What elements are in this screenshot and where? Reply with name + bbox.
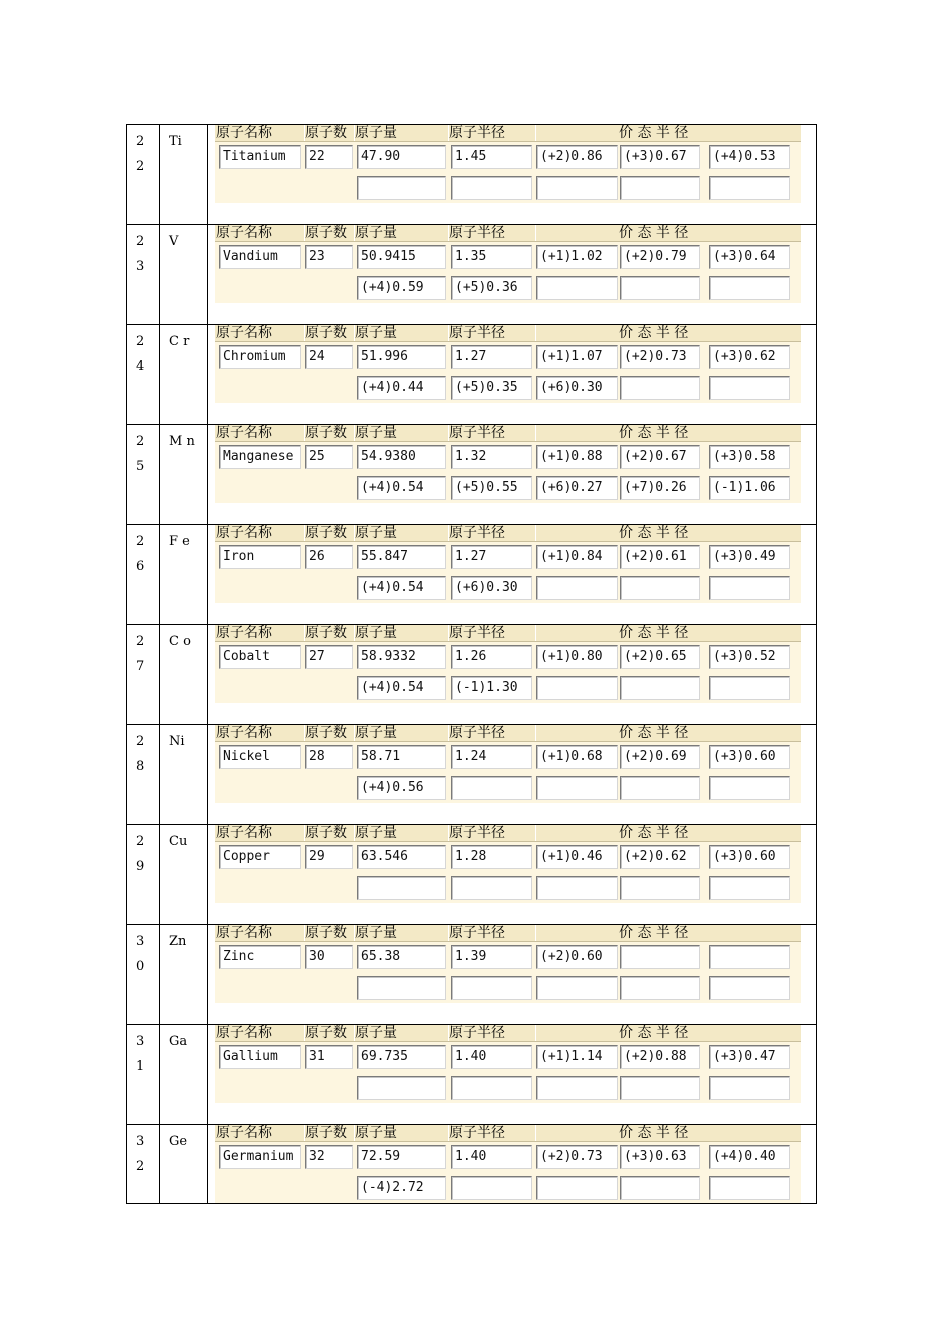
extra-valence-field[interactable] [709, 876, 790, 900]
extra-valence-field[interactable] [536, 176, 618, 200]
valence-field[interactable]: (+1)0.68 [536, 745, 618, 769]
element-info-panel [215, 125, 801, 203]
element-row-26 [127, 525, 816, 625]
extra-valence-field[interactable] [536, 576, 618, 600]
header-mass: 原子量 [355, 825, 397, 841]
radius-field[interactable]: 1.40 [451, 1045, 532, 1069]
extra-valence-field[interactable]: (-1)1.06 [709, 476, 790, 500]
element-info-panel [215, 1025, 801, 1103]
header-divider [535, 825, 536, 841]
header-divider [535, 525, 536, 541]
header-valence: 价 态 半 径 [619, 925, 689, 941]
extra-valence-field[interactable]: (-4)2.72 [357, 1176, 446, 1200]
valence-field[interactable]: (+1)0.80 [536, 645, 618, 669]
number-field[interactable]: 24 [305, 345, 353, 369]
header-band [215, 125, 801, 142]
header-valence: 价 态 半 径 [619, 1125, 689, 1141]
atomic-number-cell: 22 [127, 125, 160, 224]
extra-valence-field[interactable] [620, 576, 700, 600]
radius-field[interactable]: 1.27 [451, 345, 532, 369]
header-number: 原子数 [305, 425, 347, 441]
number-field[interactable]: 29 [305, 845, 353, 869]
extra-valence-field[interactable] [357, 976, 446, 1000]
extra-valence-field[interactable]: (+4)0.54 [357, 576, 446, 600]
header-valence: 价 态 半 径 [619, 825, 689, 841]
element-info-panel [215, 325, 801, 403]
header-number: 原子数 [305, 325, 347, 341]
mass-field[interactable]: 54.9380 [357, 445, 446, 469]
mass-field[interactable]: 69.735 [357, 1045, 446, 1069]
atomic-number-cell: 29 [127, 825, 160, 924]
extra-valence-field[interactable] [536, 676, 618, 700]
extra-valence-field[interactable] [451, 976, 532, 1000]
number-field[interactable]: 26 [305, 545, 353, 569]
name-field[interactable]: Nickel [219, 745, 301, 769]
valence-field[interactable] [620, 945, 700, 969]
extra-valence-field[interactable] [357, 1076, 446, 1100]
header-name: 原子名称 [216, 125, 272, 141]
valence-field[interactable]: (+2)0.79 [620, 245, 700, 269]
extra-valence-field[interactable] [709, 376, 790, 400]
valence-field[interactable]: (+1)0.84 [536, 545, 618, 569]
header-valence: 价 态 半 径 [619, 625, 689, 641]
header-band [215, 1125, 801, 1142]
name-field[interactable]: Copper [219, 845, 301, 869]
element-row-22 [127, 125, 816, 225]
element-row-25 [127, 425, 816, 525]
valence-field[interactable]: (+2)0.73 [536, 1145, 618, 1169]
element-symbol-cell: Ge [160, 1125, 208, 1203]
header-radius: 原子半径 [449, 1025, 505, 1041]
element-row-29 [127, 825, 816, 925]
extra-valence-field[interactable] [357, 876, 446, 900]
element-info-panel [215, 825, 801, 903]
header-divider [535, 925, 536, 941]
extra-valence-field[interactable]: (+5)0.35 [451, 376, 532, 400]
header-mass: 原子量 [355, 425, 397, 441]
valence-field[interactable]: (+3)0.64 [709, 245, 790, 269]
header-radius: 原子半径 [449, 525, 505, 541]
element-row-28 [127, 725, 816, 825]
valence-field[interactable]: (+2)0.67 [620, 445, 700, 469]
radius-field[interactable]: 1.28 [451, 845, 532, 869]
extra-valence-field[interactable]: (+4)0.59 [357, 276, 446, 300]
extra-valence-field[interactable] [620, 776, 700, 800]
header-number: 原子数 [305, 1025, 347, 1041]
valence-field[interactable] [709, 945, 790, 969]
valence-field[interactable]: (+3)0.60 [709, 745, 790, 769]
atomic-number-cell: 25 [127, 425, 160, 524]
extra-valence-field[interactable] [620, 976, 700, 1000]
atomic-number-cell: 23 [127, 225, 160, 324]
header-mass: 原子量 [355, 525, 397, 541]
header-name: 原子名称 [216, 625, 272, 641]
number-field[interactable]: 31 [305, 1045, 353, 1069]
valence-field[interactable]: (+3)0.63 [620, 1145, 700, 1169]
extra-valence-field[interactable] [357, 176, 446, 200]
valence-field[interactable]: (+2)0.69 [620, 745, 700, 769]
extra-valence-field[interactable] [620, 876, 700, 900]
radius-field[interactable]: 1.35 [451, 245, 532, 269]
valence-field[interactable]: (+1)1.02 [536, 245, 618, 269]
header-band [215, 425, 801, 442]
header-number: 原子数 [305, 725, 347, 741]
extra-valence-field[interactable] [451, 876, 532, 900]
extra-valence-field[interactable] [536, 876, 618, 900]
name-field[interactable]: Chromium [219, 345, 301, 369]
element-symbol-cell: V [160, 225, 208, 324]
header-band [215, 325, 801, 342]
valence-field[interactable]: (+2)0.86 [536, 145, 618, 169]
atomic-number-cell: 32 [127, 1125, 160, 1203]
element-row-31 [127, 1025, 816, 1125]
valence-field[interactable]: (+2)0.65 [620, 645, 700, 669]
element-symbol-cell: Zn [160, 925, 208, 1024]
extra-valence-field[interactable] [536, 776, 618, 800]
extra-valence-field[interactable] [620, 276, 700, 300]
header-mass: 原子量 [355, 325, 397, 341]
header-mass: 原子量 [355, 725, 397, 741]
element-symbol-cell: Ni [160, 725, 208, 824]
mass-field[interactable]: 55.847 [357, 545, 446, 569]
atomic-number-cell: 26 [127, 525, 160, 624]
element-symbol-cell: F e [160, 525, 208, 624]
element-symbol-cell: M n [160, 425, 208, 524]
valence-field[interactable]: (+3)0.58 [709, 445, 790, 469]
valence-field[interactable]: (+2)0.88 [620, 1045, 700, 1069]
extra-valence-field[interactable] [451, 776, 532, 800]
extra-valence-field[interactable] [709, 576, 790, 600]
extra-valence-field[interactable] [709, 1176, 790, 1200]
name-field[interactable]: Cobalt [219, 645, 301, 669]
header-name: 原子名称 [216, 425, 272, 441]
extra-valence-field[interactable]: (+4)0.54 [357, 676, 446, 700]
name-field[interactable]: Germanium [219, 1145, 301, 1169]
element-info-panel [215, 625, 801, 703]
radius-field[interactable]: 1.45 [451, 145, 532, 169]
extra-valence-field[interactable] [536, 976, 618, 1000]
element-row-32 [127, 1125, 816, 1204]
extra-valence-field[interactable]: (+7)0.26 [620, 476, 700, 500]
extra-valence-field[interactable] [451, 1176, 532, 1200]
header-divider [535, 1025, 536, 1041]
header-mass: 原子量 [355, 1025, 397, 1041]
header-divider [535, 625, 536, 641]
extra-valence-field[interactable] [536, 1076, 618, 1100]
header-valence: 价 态 半 径 [619, 725, 689, 741]
extra-valence-field[interactable] [620, 176, 700, 200]
extra-valence-field[interactable] [536, 276, 618, 300]
header-valence: 价 态 半 径 [619, 525, 689, 541]
name-field[interactable]: Zinc [219, 945, 301, 969]
header-valence: 价 态 半 径 [619, 1025, 689, 1041]
number-field[interactable]: 27 [305, 645, 353, 669]
header-number: 原子数 [305, 625, 347, 641]
name-field[interactable]: Vandium [219, 245, 301, 269]
element-symbol-cell: C o [160, 625, 208, 724]
number-field[interactable]: 25 [305, 445, 353, 469]
number-field[interactable]: 32 [305, 1145, 353, 1169]
extra-valence-field[interactable]: (+6)0.30 [451, 576, 532, 600]
atomic-number-cell: 24 [127, 325, 160, 424]
header-mass: 原子量 [355, 625, 397, 641]
extra-valence-field[interactable] [709, 776, 790, 800]
header-divider [535, 725, 536, 741]
extra-valence-field[interactable] [451, 176, 532, 200]
header-band [215, 725, 801, 742]
header-name: 原子名称 [216, 525, 272, 541]
radius-field[interactable]: 1.39 [451, 945, 532, 969]
header-name: 原子名称 [216, 1125, 272, 1141]
header-number: 原子数 [305, 125, 347, 141]
valence-field[interactable]: (+1)0.46 [536, 845, 618, 869]
mass-field[interactable]: 72.59 [357, 1145, 446, 1169]
header-number: 原子数 [305, 525, 347, 541]
header-name: 原子名称 [216, 225, 272, 241]
mass-field[interactable]: 58.9332 [357, 645, 446, 669]
name-field[interactable]: Titanium [219, 145, 301, 169]
radius-field[interactable]: 1.24 [451, 745, 532, 769]
header-number: 原子数 [305, 925, 347, 941]
mass-field[interactable]: 58.71 [357, 745, 446, 769]
atomic-number-cell: 28 [127, 725, 160, 824]
header-valence: 价 态 半 径 [619, 325, 689, 341]
header-radius: 原子半径 [449, 425, 505, 441]
valence-field[interactable]: (+4)0.40 [709, 1145, 790, 1169]
extra-valence-field[interactable] [536, 1176, 618, 1200]
valence-field[interactable]: (+3)0.49 [709, 545, 790, 569]
extra-valence-field[interactable] [709, 1076, 790, 1100]
mass-field[interactable]: 50.9415 [357, 245, 446, 269]
header-radius: 原子半径 [449, 325, 505, 341]
element-table [126, 124, 817, 1204]
valence-field[interactable]: (+2)0.73 [620, 345, 700, 369]
element-symbol-cell: Ti [160, 125, 208, 224]
valence-field[interactable]: (+3)0.67 [620, 145, 700, 169]
header-band [215, 625, 801, 642]
element-symbol-cell: Ga [160, 1025, 208, 1124]
number-field[interactable]: 28 [305, 745, 353, 769]
valence-field[interactable]: (+1)0.88 [536, 445, 618, 469]
radius-field[interactable]: 1.40 [451, 1145, 532, 1169]
element-info-panel [215, 1125, 801, 1203]
header-radius: 原子半径 [449, 1125, 505, 1141]
valence-field[interactable]: (+1)1.14 [536, 1045, 618, 1069]
mass-field[interactable]: 51.996 [357, 345, 446, 369]
extra-valence-field[interactable]: (+6)0.30 [536, 376, 618, 400]
radius-field[interactable]: 1.32 [451, 445, 532, 469]
header-radius: 原子半径 [449, 125, 505, 141]
valence-field[interactable]: (+4)0.53 [709, 145, 790, 169]
element-info-panel [215, 725, 801, 803]
valence-field[interactable]: (+3)0.62 [709, 345, 790, 369]
header-divider [535, 425, 536, 441]
extra-valence-field[interactable]: (+5)0.55 [451, 476, 532, 500]
valence-field[interactable]: (+2)0.60 [536, 945, 618, 969]
header-divider [535, 1125, 536, 1141]
element-row-30 [127, 925, 816, 1025]
header-radius: 原子半径 [449, 725, 505, 741]
header-mass: 原子量 [355, 125, 397, 141]
element-info-panel [215, 925, 801, 1003]
element-row-24 [127, 325, 816, 425]
extra-valence-field[interactable] [709, 176, 790, 200]
header-number: 原子数 [305, 825, 347, 841]
header-radius: 原子半径 [449, 825, 505, 841]
header-band [215, 925, 801, 942]
header-band [215, 525, 801, 542]
extra-valence-field[interactable] [709, 276, 790, 300]
header-number: 原子数 [305, 1125, 347, 1141]
name-field[interactable]: Manganese [219, 445, 301, 469]
header-band [215, 225, 801, 242]
name-field[interactable]: Iron [219, 545, 301, 569]
valence-field[interactable]: (+1)1.07 [536, 345, 618, 369]
header-mass: 原子量 [355, 1125, 397, 1141]
mass-field[interactable]: 65.38 [357, 945, 446, 969]
extra-valence-field[interactable]: (+4)0.56 [357, 776, 446, 800]
element-symbol-cell: Cu [160, 825, 208, 924]
header-divider [535, 325, 536, 341]
header-radius: 原子半径 [449, 625, 505, 641]
header-name: 原子名称 [216, 725, 272, 741]
header-number: 原子数 [305, 225, 347, 241]
extra-valence-field[interactable] [620, 376, 700, 400]
extra-valence-field[interactable]: (+4)0.54 [357, 476, 446, 500]
element-row-23 [127, 225, 816, 325]
extra-valence-field[interactable]: (+4)0.44 [357, 376, 446, 400]
mass-field[interactable]: 63.546 [357, 845, 446, 869]
header-mass: 原子量 [355, 925, 397, 941]
header-radius: 原子半径 [449, 925, 505, 941]
extra-valence-field[interactable] [709, 976, 790, 1000]
element-info-panel [215, 525, 801, 603]
radius-field[interactable]: 1.26 [451, 645, 532, 669]
header-name: 原子名称 [216, 325, 272, 341]
extra-valence-field[interactable]: (-1)1.30 [451, 676, 532, 700]
header-name: 原子名称 [216, 1025, 272, 1041]
valence-field[interactable]: (+3)0.52 [709, 645, 790, 669]
mass-field[interactable]: 47.90 [357, 145, 446, 169]
header-divider [535, 225, 536, 241]
atomic-number-cell: 30 [127, 925, 160, 1024]
header-valence: 价 态 半 径 [619, 425, 689, 441]
number-field[interactable]: 22 [305, 145, 353, 169]
header-name: 原子名称 [216, 925, 272, 941]
header-divider [535, 125, 536, 141]
atomic-number-cell: 27 [127, 625, 160, 724]
extra-valence-field[interactable] [451, 1076, 532, 1100]
header-valence: 价 态 半 径 [619, 125, 689, 141]
element-row-27 [127, 625, 816, 725]
extra-valence-field[interactable] [620, 676, 700, 700]
valence-field[interactable]: (+3)0.60 [709, 845, 790, 869]
extra-valence-field[interactable] [620, 1076, 700, 1100]
header-band [215, 1025, 801, 1042]
extra-valence-field[interactable] [709, 676, 790, 700]
header-valence: 价 态 半 径 [619, 225, 689, 241]
atomic-number-cell: 31 [127, 1025, 160, 1124]
extra-valence-field[interactable]: (+6)0.27 [536, 476, 618, 500]
name-field[interactable]: Gallium [219, 1045, 301, 1069]
extra-valence-field[interactable] [620, 1176, 700, 1200]
extra-valence-field[interactable]: (+5)0.36 [451, 276, 532, 300]
number-field[interactable]: 23 [305, 245, 353, 269]
header-radius: 原子半径 [449, 225, 505, 241]
element-info-panel [215, 225, 801, 303]
valence-field[interactable]: (+2)0.62 [620, 845, 700, 869]
radius-field[interactable]: 1.27 [451, 545, 532, 569]
element-info-panel [215, 425, 801, 503]
element-symbol-cell: C r [160, 325, 208, 424]
header-band [215, 825, 801, 842]
header-mass: 原子量 [355, 225, 397, 241]
valence-field[interactable]: (+3)0.47 [709, 1045, 790, 1069]
valence-field[interactable]: (+2)0.61 [620, 545, 700, 569]
header-name: 原子名称 [216, 825, 272, 841]
number-field[interactable]: 30 [305, 945, 353, 969]
